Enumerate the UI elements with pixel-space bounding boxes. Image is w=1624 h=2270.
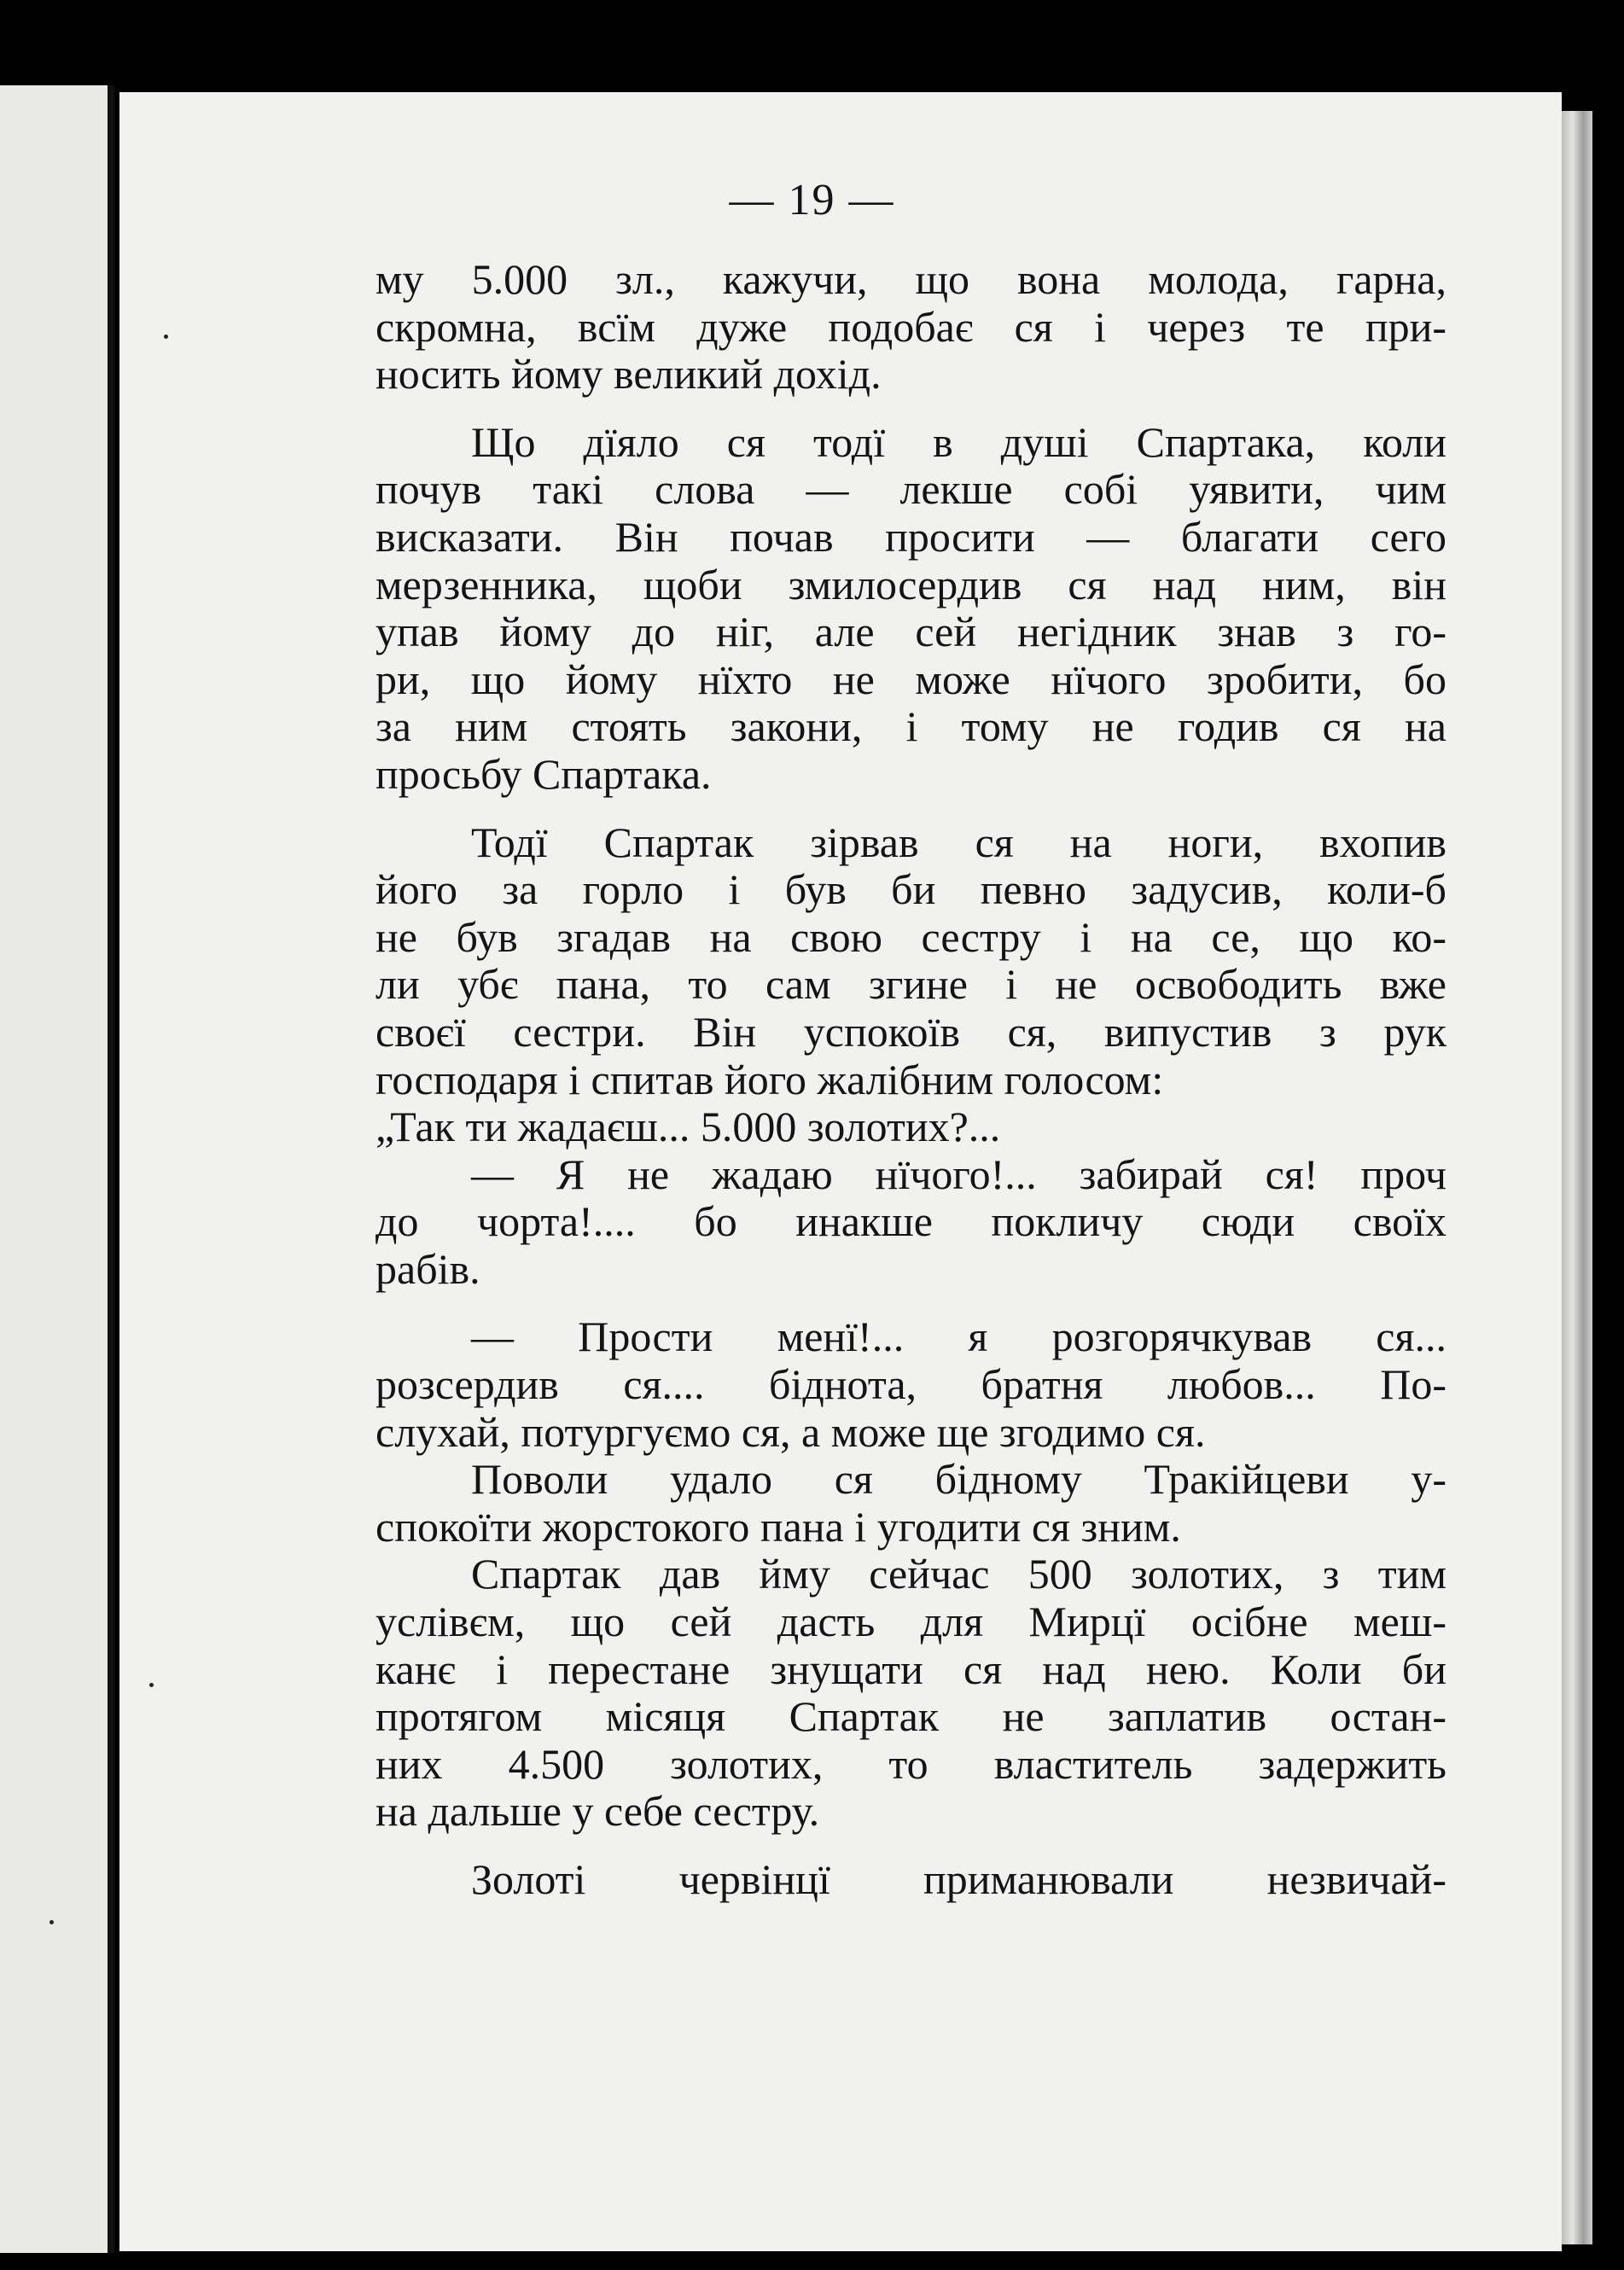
text-line: „Так ти жадаєш... 5.000 золотих?...: [375, 1103, 1001, 1151]
text-line: розсердив ся.... біднота, братня любов... По-: [375, 1360, 1446, 1409]
text-line: му 5.000 зл., кажучи, що вона молода, гарна,: [375, 255, 1446, 303]
text-line: Спартак дав йму сейчас 500 золотих, з тим: [471, 1550, 1446, 1598]
text-line: канє і перестане знущати ся над нею. Коли би: [375, 1644, 1446, 1693]
text-line: рабів.: [375, 1244, 480, 1293]
text-line: услівєм, що сей дасть для Мирцї осібне меш-: [375, 1598, 1446, 1646]
facing-page: [0, 85, 113, 2253]
text-line: до чорта!.... бо инакше покличу сюди своїх: [375, 1197, 1446, 1246]
text-line: ли убє пана, то сам згине і не освободить вже: [375, 960, 1446, 1009]
page-edge: [1562, 111, 1592, 2244]
text-line: просьбу Спартака.: [375, 749, 712, 798]
text-line: на дальше у себе сестру.: [375, 1787, 820, 1836]
scan-speck: [149, 1683, 154, 1687]
text-line: Золоті червінцї приманювали незвичай-: [471, 1855, 1446, 1903]
page-number: — 19 —: [729, 176, 895, 224]
text-line: почув такі слова — лекше собі уявити, чим: [375, 465, 1446, 514]
text-line: Що дїяло ся тодї в душі Спартака, коли: [471, 417, 1446, 466]
scan-speck: [164, 335, 168, 339]
text-line: Тодї Спартак зірвав ся на ноги, вхопив: [471, 818, 1446, 866]
text-line: своєї сестри. Він успокоїв ся, випустив з рук: [375, 1007, 1446, 1056]
text-line: скромна, всїм дуже подобає ся і через те при-: [375, 302, 1446, 351]
text-line: Поволи удало ся бідному Тракійцеви у-: [471, 1455, 1446, 1504]
text-line: висказати. Він почав просити — благати сего: [375, 512, 1446, 561]
page-gutter-rule: [108, 85, 114, 2253]
text-line: протягом місяця Спартак не заплатив остан-: [375, 1692, 1446, 1741]
text-line: ри, що йому нїхто не може нїчого зробити, бо: [375, 655, 1446, 703]
text-line: спокоїти жорстокого пана і угодити ся зним.: [375, 1502, 1181, 1551]
text-line: господаря і спитав його жалібним голосом:: [375, 1055, 1164, 1103]
text-line: за ним стоять закони, і тому не годив ся на: [375, 702, 1446, 751]
body-text: [375, 256, 1446, 1904]
text-line: — Я не жадаю нїчого!... забирай ся! проч: [471, 1150, 1446, 1198]
text-line: мерзенника, щоби змилосердив ся над ним, він: [375, 560, 1446, 608]
text-line: його за горло і був би певно задусив, коли-б: [375, 865, 1446, 914]
text-line: слухай, потургуємо ся, а може ще згодимо ся.: [375, 1407, 1206, 1456]
text-line: них 4.500 золотих, то властитель задержить: [375, 1739, 1446, 1788]
text-line: упав йому до ніг, але сей негідник знав з го-: [375, 608, 1446, 656]
text-line: не був згадав на свою сестру і на се, що ко-: [375, 912, 1446, 961]
text-line: — Прости менї!... я розгорячкував ся...: [471, 1313, 1446, 1361]
text-line: носить йому великий дохід.: [375, 350, 882, 399]
scan-speck: [49, 1920, 54, 1924]
